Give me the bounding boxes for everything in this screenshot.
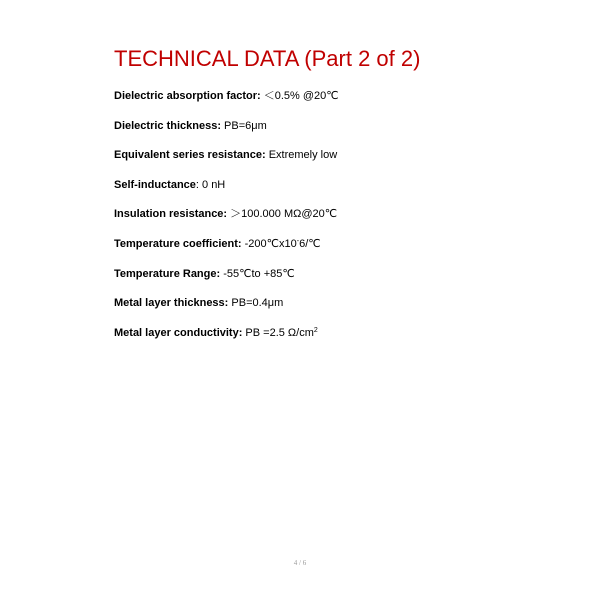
- spec-value: PB=6μm: [221, 119, 267, 132]
- spec-metal-layer-thickness: [114, 293, 339, 323]
- spec-value-superscript: 2: [313, 326, 318, 334]
- spec-label: Temperature coefficient:: [114, 237, 242, 250]
- spec-value-superscript: -: [296, 237, 300, 245]
- page-number: 4 / 6: [293, 559, 307, 567]
- spec-label: Metal layer thickness:: [114, 297, 229, 310]
- spec-dielectric-thickness: [114, 116, 339, 146]
- spec-temperature-coefficient: [114, 234, 339, 264]
- page-title: TECHNICAL DATA (Part 2 of 2): [114, 46, 421, 71]
- spec-label: Self-inductance: [114, 178, 196, 191]
- spec-equivalent-series-resistance: [114, 145, 339, 175]
- spec-value: ＞100.000 MΩ@20℃: [227, 208, 338, 221]
- spec-value: ＜0.5% @20℃: [260, 90, 339, 102]
- spec-self-inductance: [114, 175, 339, 205]
- spec-value: : 0 nH: [195, 178, 226, 191]
- spec-insulation-resistance: [114, 204, 339, 234]
- spec-temperature-range: [114, 264, 339, 294]
- spec-value: -55℃to +85℃: [220, 267, 295, 280]
- spec-label: Dielectric thickness:: [114, 119, 221, 132]
- spec-value-suffix: 6/℃: [299, 237, 321, 250]
- spec-label: Insulation resistance:: [114, 208, 228, 221]
- spec-value: -200℃x10: [241, 237, 297, 250]
- spec-metal-layer-conductivity: [114, 323, 339, 353]
- spec-dielectric-absorption: [114, 86, 339, 116]
- spec-list: [114, 86, 339, 352]
- spec-label: Dielectric absorption factor:: [114, 90, 261, 102]
- spec-label: Metal layer conductivity:: [114, 326, 243, 339]
- spec-value: Extremely low: [265, 149, 338, 162]
- spec-value: PB=0.4μm: [228, 297, 284, 310]
- spec-label: Equivalent series resistance:: [114, 149, 266, 162]
- spec-label: Temperature Range:: [114, 267, 221, 280]
- spec-value: PB =2.5 Ω/cm: [242, 326, 314, 339]
